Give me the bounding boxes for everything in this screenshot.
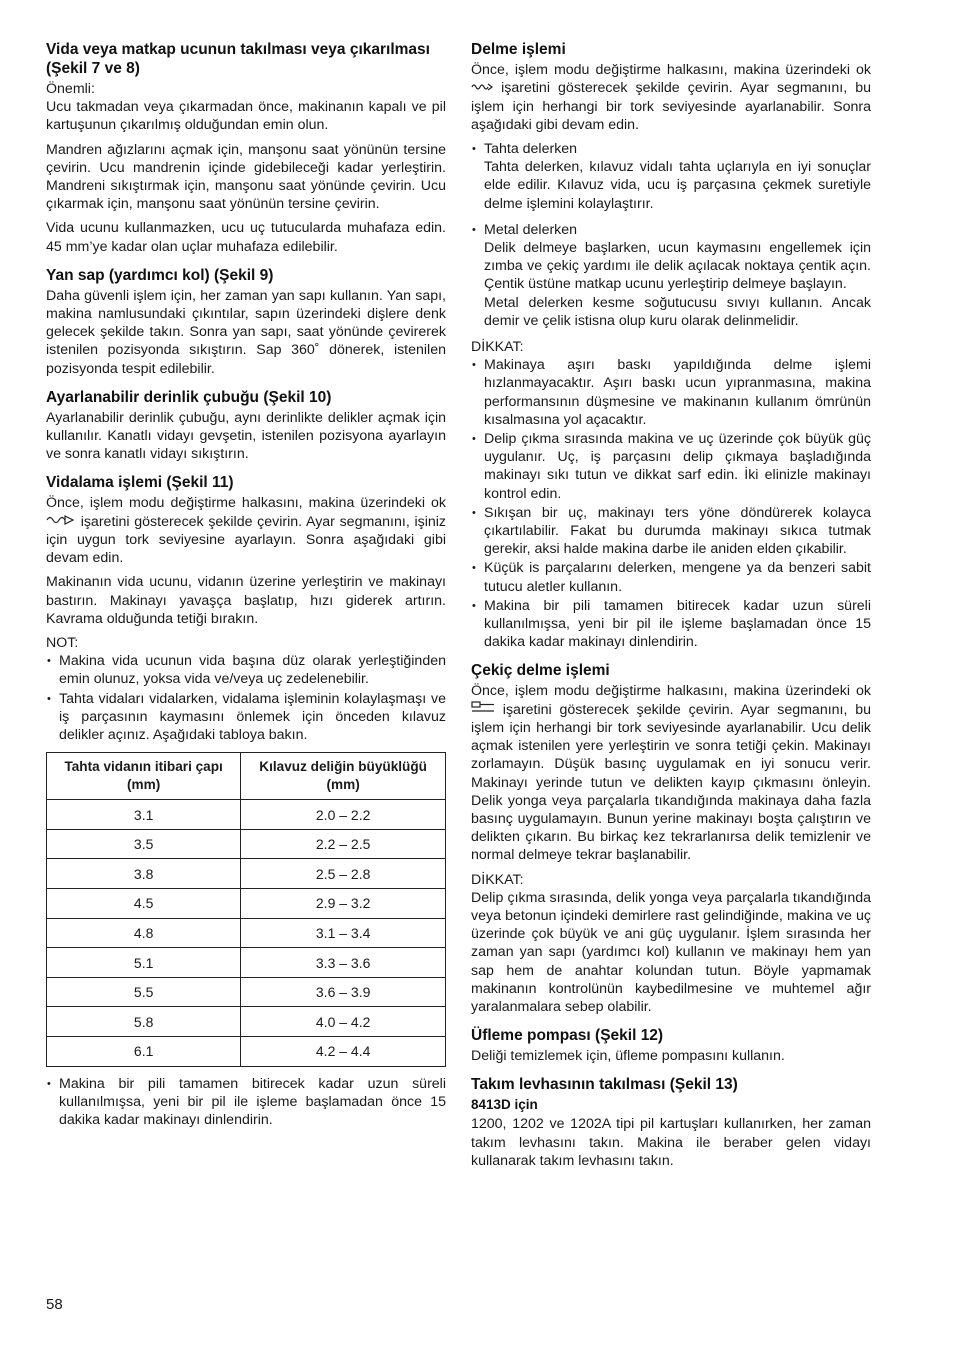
table-cell: 6.1 <box>47 1036 241 1066</box>
text: Önce, işlem modu değiştirme halkasını, makina üzerindeki ok <box>471 62 871 78</box>
table-row <box>47 948 446 978</box>
list-item: • Sıkışan bir uç, makinayı ters yöne döndürerek kolayca çıkartılabilir. Fakat bu durumda makinayı sıkıca tutmak gerekir, aksi halde makina darbe ile aniden elden çıkabilir. <box>471 504 871 559</box>
text: işaretini gösterecek şekilde çevirin. Ayar segmanını, işiniz için uygun tork seviyesine ayarlayın. Sonra aşağıdaki gibi devam edin. <box>46 513 446 567</box>
paragraph: Makinanın vida ucunu, vidanın üzerine yerleştirin ve makinayı bastırın. Makinayı yavaşça başlatıp, hızı giderek artırın. Kavrama olduğunda tetiği bırakın. <box>46 574 446 627</box>
list-item: • Makinaya aşırı baskı yapıldığında delme işlemi hızlanmayacaktır. Aşırı baskı ucun yıpranmasına, makina performansının düşmesine ve makinanın kullanım ömrünün kısalmasına yol açacaktır. <box>471 356 871 429</box>
text: işaretini gösterecek şekilde çevirin. Ayar segmanını, bu işlem için herhangi bir tork seviyesinde ayarlanabilir. Sonra aşağıdaki gibi devam edin. <box>471 80 871 133</box>
paragraph <box>471 682 871 864</box>
column-header: Tahta vidanın itibari çapı (mm) <box>47 753 241 800</box>
paragraph: Ucu takmadan veya çıkarmadan önce, makinanın kapalı ve pil kartuşunun çıkarılmış olduğundan emin olun. <box>46 99 446 134</box>
section-blow-out-bulb <box>471 1026 871 1065</box>
table-cell: 3.8 <box>47 859 241 889</box>
section-side-grip <box>46 266 446 378</box>
subheading: • Tahta delerken <box>484 140 578 157</box>
table-cell: 3.3 – 3.6 <box>241 948 446 978</box>
paragraph: Metal delerken kesme soğutucusu sıvıyı kullanın. Ancak demir ve çelik istisna olup kuru olarak delinmelidir. <box>484 294 871 329</box>
table-row <box>47 800 446 830</box>
pilot-hole-table <box>46 752 446 1066</box>
screwdriving-mode-icon <box>46 513 76 531</box>
table-cell: 2.9 – 3.2 <box>241 889 446 919</box>
page-number: 58 <box>46 1296 63 1313</box>
table-cell: 2.2 – 2.5 <box>241 829 446 859</box>
table-cell: 4.8 <box>47 918 241 948</box>
list-item: • Makina bir pili tamamen bitirecek kadar uzun süreli kullanılmışsa, yeni bir pil ile işleme başlamadan önce 15 dakika kadar makinayı dinlendirin. <box>471 597 871 652</box>
caution-label: DİKKAT: <box>471 871 524 888</box>
table-row <box>47 829 446 859</box>
list-item: • Makina vida ucunun vida başına düz olarak yerleştiğinden emin olunuz, yoksa vida ve/veya uç zedelenebilir. <box>46 652 446 688</box>
table-cell: 4.2 – 4.4 <box>241 1036 446 1066</box>
paragraph <box>471 61 871 134</box>
table-cell: 5.1 <box>47 948 241 978</box>
table-row <box>47 859 446 889</box>
right-column <box>471 40 871 1176</box>
section-drilling <box>471 40 871 651</box>
table-cell: 4.5 <box>47 889 241 919</box>
table-cell: 3.1 <box>47 800 241 830</box>
subheading: 8413D için <box>471 1097 538 1113</box>
table-cell: 5.8 <box>47 1007 241 1037</box>
text: Önce, işlem modu değiştirme halkasını, makina üzerindeki ok <box>46 495 446 512</box>
paragraph <box>46 494 446 567</box>
paragraph: Mandren ağızlarını açmak için, manşonu saat yönünün tersine çevirin. Ucu mandrenin içinde gidebileceği kadar yerleştirin. Mandreni sıkıştırmak için, manşonu saat yönünde çevirin. Ucu çıkarmak için, manşonu saat yönünün tersine çevirin. <box>46 141 446 213</box>
drilling-mode-icon <box>471 79 493 97</box>
table-cell: 3.6 – 3.9 <box>241 977 446 1007</box>
paragraph: Önemli: <box>46 81 95 97</box>
column-header: Kılavuz deliğin büyüklüğü (mm) <box>241 753 446 800</box>
list-item: • Makina bir pili tamamen bitirecek kadar uzun süreli kullanılmışsa, yeni bir pil ile işleme başlamadan önce 15 dakika kadar makinayı dinlendirin. <box>46 1075 446 1130</box>
note-list <box>46 652 446 744</box>
left-column <box>46 40 446 1135</box>
section-title: Yan sap (yardımcı kol) (Şekil 9) <box>46 266 274 284</box>
note-label: NOT: <box>46 635 79 652</box>
hammer-mode-icon <box>471 701 495 719</box>
paragraph: 1200, 1202 ve 1202A tipi pil kartuşları kullanırken, her zaman takım levhasını takın. Makina ile beraber gelen vidayı kullanarak takım levhasını takın. <box>471 1116 871 1169</box>
section-title: Ayarlanabilir derinlik çubuğu (Şekil 10) <box>46 388 332 406</box>
section-bit-installation <box>46 40 446 256</box>
table-header-row <box>47 753 446 800</box>
text: Önce, işlem modu değiştirme halkasını, makina üzerindeki ok <box>471 683 871 700</box>
section-title: Takım levhasının takılması (Şekil 13) <box>471 1076 738 1094</box>
paragraph: Ayarlanabilir derinlik çubuğu, aynı derinlikte delikler açmak için kullanılır. Kanatlı vidayı gevşetin, istenilen pozisyona ayarlayın ve sonra kanatlı vidayı sıkıştırın. <box>46 409 446 463</box>
paragraph: Delik delmeye başlarken, ucun kaymasını engellemek için zımba ve çekiç yardımı ile delik açılacak noktaya çentik açın. Çentik üstüne matkap ucunu yerleştirip delmeye başlayın. <box>484 239 871 293</box>
subheading: • Metal delerken <box>484 221 578 238</box>
paragraph: Tahta delerken, kılavuz vidalı tahta uçlarıyla en iyi sonuçlar elde edilir. Kılavuz vida, ucu iş parçasına çekmek suretiyle delme işlemini kolaylaştırır. <box>484 159 871 212</box>
paragraph: Daha güvenli işlem için, her zaman yan sapı kullanın. Yan sapı, makina namlusundaki çıkıntılar, sapın üzerindeki dişlere denk gelecek şekilde takın. Sonra yan sapı, saat yönünde çevirerek istenilen pozisyonda sıkıştırın. Sap 360˚ dönerek, istenilen pozisyonda tespit edilebilir. <box>46 287 446 377</box>
section-screwdriving <box>46 473 446 1129</box>
table-cell: 5.5 <box>47 977 241 1007</box>
table-cell: 3.5 <box>47 829 241 859</box>
table-row <box>47 889 446 919</box>
paragraph: Vida ucunu kullanmazken, ucu uç tutucularda muhafaza edin. 45 mm’ye kadar olan uçlar muhafaza edilebilir. <box>46 220 446 255</box>
table-cell: 3.1 – 3.4 <box>241 918 446 948</box>
section-title: Vidalama işlemi (Şekil 11) <box>46 474 234 492</box>
list-item-metal <box>471 221 871 330</box>
section-title: Çekiç delme işlemi <box>471 662 610 680</box>
table-row <box>47 1036 446 1066</box>
table-row <box>47 977 446 1007</box>
section-title: Delme işlemi <box>471 41 566 58</box>
table-cell: 2.0 – 2.2 <box>241 800 446 830</box>
list-item: • Delip çıkma sırasında makina ve uç üzerinde çok büyük güç uygulanır. Uç, iş parçasını delip çıkmaya başladığında makinayı sıkı tutun ve dikkat sarf edin. İki elinizle makinayı kontrol edin. <box>471 430 871 503</box>
paragraph: Delip çıkma sırasında, delik yonga veya parçalarla tıkandığında veya betonun içindeki demirlere rast gelindiğinde, makina ve uç üzerinde çok büyük ve ani güç uygulanır. İşlem sırasında her zaman yan sapı (yardımcı kol) kullanın ve makinayı hem yan sap hem de anahtar kolundan tutun. Böyle yapmamak makinanın kontrolünün kaybedilmesine ve muhtemel ağır yaralanmalara sebep olabilir. <box>471 889 871 1016</box>
table-row <box>47 1007 446 1037</box>
section-tool-plate <box>471 1075 871 1170</box>
table-cell: 2.5 – 2.8 <box>241 859 446 889</box>
paragraph: Deliği temizlemek için, üfleme pompasını kullanın. <box>471 1048 785 1065</box>
list-item-wood <box>471 140 871 213</box>
section-hammer-drilling <box>471 661 871 1016</box>
table-row <box>47 918 446 948</box>
note-list <box>46 1075 446 1130</box>
list-item: • Küçük is parçalarını delerken, mengene ya da benzeri sabit tutucu aletler kullanın. <box>471 559 871 595</box>
table-cell: 4.0 – 4.2 <box>241 1007 446 1037</box>
caution-label: DİKKAT: <box>471 338 524 355</box>
text: işaretini gösterecek şekilde çevirin. Ayar segmanını, bu işlem için herhangi bir tork seviyesinde ayarlanabilir. Ucu delik açmak istenilen yere yerleştirin ve sonra tetiği çekin. Makinayı zorlamayın. Düşük basınç uygulamak en iyi sonucu verir. Makinayı yerinde tutun ve delikten kayıp çıkmasını önleyin. Delik yonga veya parçalarla tıkandığında makinaya daha fazla basınç uygulamayın. Bunun yerine makinayı boşta çalıştırın ve delikten çıkarın. Bu birkaç kez tekrarlanırsa delik temizlenir ve normal delmeye tekrar başlanabilir. <box>471 701 871 864</box>
section-title: Vida veya matkap ucunun takılması veya çıkarılması (Şekil 7 ve 8) <box>46 41 430 77</box>
section-title: Üfleme pompası (Şekil 12) <box>471 1027 664 1045</box>
section-depth-rod <box>46 388 446 464</box>
list-item: • Tahta vidaları vidalarken, vidalama işleminin kolaylaşmaşı ve iş parçasının kaymasını önlemek için önceden kılavuz delikler açınız. Aşağıdaki tabloya bakın. <box>46 690 446 745</box>
caution-list <box>471 356 871 651</box>
